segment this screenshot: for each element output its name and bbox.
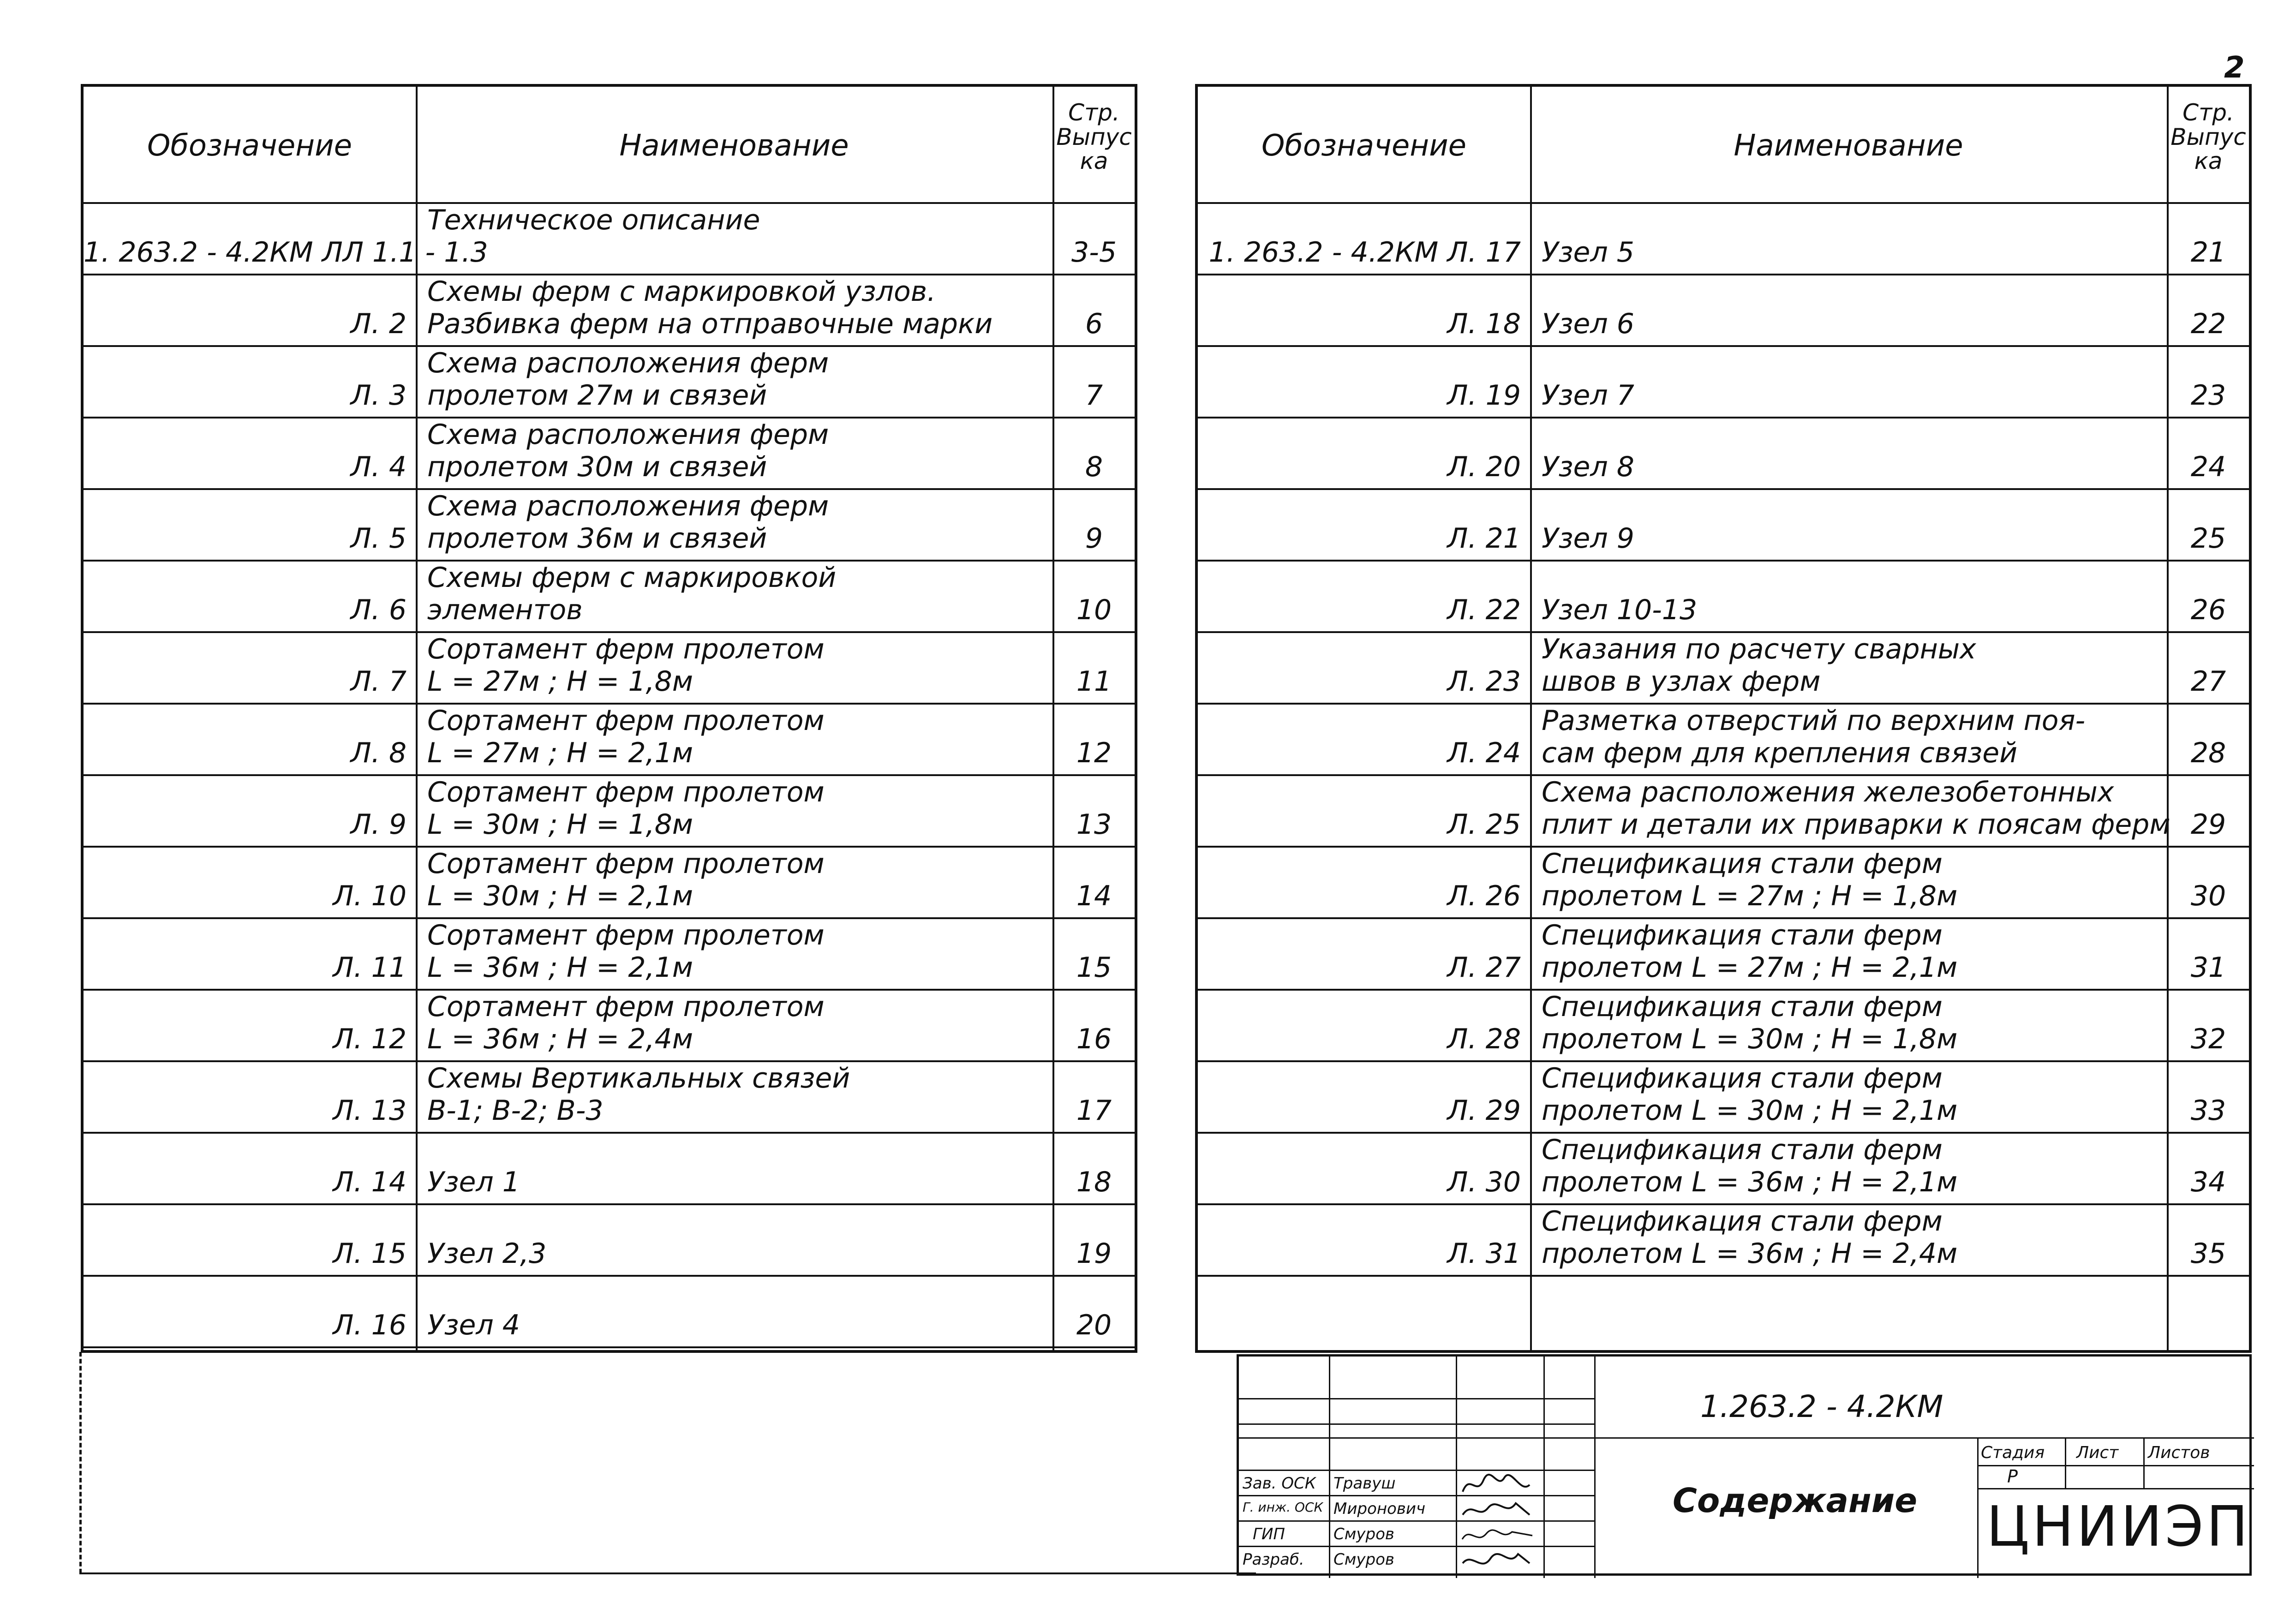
row-page: 32 <box>2190 1023 2226 1055</box>
document-code: 1.263.2 - 4.2КМ <box>1700 1389 1943 1424</box>
row-page: 21 <box>2190 236 2226 269</box>
row-name-line2: сам ферм для крепления связей <box>1542 737 2018 769</box>
row-name-line1: Техническое описание <box>427 204 760 236</box>
row-name-line2: пролетом L = 27м ; H = 1,8м <box>1542 880 1958 912</box>
row-designation: 1. 263.2 - 4.2КМ ЛЛ 1.1 - 1.3 <box>84 236 488 269</box>
row-name-line1: Схемы Вертикальных связей <box>427 1062 850 1094</box>
row-designation: Л. 5 <box>350 522 407 555</box>
row-name-line2: швов в узлах ферм <box>1542 665 1821 698</box>
row-name-line1: Сортамент ферм пролетом <box>427 848 825 880</box>
staff-role-2: Г. инж. ОСК <box>1243 1500 1323 1515</box>
row-page: 26 <box>2190 594 2226 626</box>
row-name-line2: Узел 4 <box>427 1309 520 1341</box>
row-designation: Л. 20 <box>1447 451 1521 483</box>
row-name-line2: L = 30м ; H = 1,8м <box>427 808 694 841</box>
staff-role-1: Зав. ОСК <box>1243 1474 1316 1493</box>
row-name-line1: Схема расположения железобетонных <box>1542 776 2114 808</box>
row-name-line2: L = 36м ; H = 2,4м <box>427 1023 694 1055</box>
sheets-label: Листов <box>2148 1443 2210 1462</box>
row-designation: Л. 9 <box>350 808 407 841</box>
row-name-line2: Узел 10-13 <box>1542 594 1698 626</box>
row-name-line2: элементов <box>427 594 583 626</box>
row-separator <box>1198 488 2249 490</box>
row-page: 29 <box>2190 808 2226 841</box>
document-title: Содержание <box>1673 1481 1918 1520</box>
row-designation: Л. 8 <box>350 737 407 769</box>
header-page-line1: Стр. <box>2182 99 2234 126</box>
row-name-line1: Спецификация стали ферм <box>1542 1134 1943 1166</box>
row-page: 30 <box>2190 880 2226 912</box>
row-name-line1: Спецификация стали ферм <box>1542 848 1943 880</box>
row-separator <box>84 1203 1135 1205</box>
row-name-line1: Разметка отверстий по верхним поя- <box>1542 705 2086 737</box>
row-name-line2: пролетом 27м и связей <box>427 379 767 412</box>
row-page: 11 <box>1076 665 1112 698</box>
row-page: 20 <box>1076 1309 1112 1341</box>
stage-label: Стадия <box>1981 1443 2045 1462</box>
row-designation: Л. 29 <box>1447 1094 1521 1127</box>
row-page: 18 <box>1076 1166 1112 1198</box>
row-name-line2: пролетом L = 27м ; H = 2,1м <box>1542 951 1958 984</box>
row-page: 31 <box>2190 951 2226 984</box>
organization-name: ЦНИИЭП <box>1986 1495 2251 1559</box>
row-name-line1: Спецификация стали ферм <box>1542 991 1943 1023</box>
header-page-line3: ка <box>2194 148 2223 174</box>
row-name-line1: Спецификация стали ферм <box>1542 919 1943 951</box>
row-designation: Л. 13 <box>333 1094 407 1127</box>
row-page: 8 <box>1085 451 1103 483</box>
row-designation: Л. 27 <box>1447 951 1521 984</box>
stage-value: Р <box>2007 1466 2018 1487</box>
row-name-line2: плит и детали их приварки к поясам ферм <box>1542 808 2170 841</box>
row-page: 35 <box>2190 1237 2226 1270</box>
row-name-line2: пролетом L = 30м ; H = 1,8м <box>1542 1023 1958 1055</box>
row-name-line2: L = 30м ; H = 2,1м <box>427 880 694 912</box>
bottom-frame-line <box>79 1572 1256 1574</box>
row-name-line2: Узел 2,3 <box>427 1237 547 1270</box>
header-page-line2: Выпус <box>1056 123 1132 150</box>
staff-role-3: ГИП <box>1253 1525 1285 1543</box>
row-separator <box>1198 274 2249 275</box>
row-separator <box>84 1275 1135 1277</box>
row-separator <box>84 1346 1135 1348</box>
header-page <box>2167 101 2250 173</box>
row-designation: Л. 2 <box>350 308 407 340</box>
row-designation: Л. 6 <box>350 594 407 626</box>
row-name-line2: пролетом 36м и связей <box>427 522 767 555</box>
row-page: 16 <box>1076 1023 1112 1055</box>
title-block <box>1237 1354 2252 1576</box>
signature-4 <box>1460 1547 1534 1575</box>
row-page: 24 <box>2190 451 2226 483</box>
row-name-line2: пролетом L = 30м ; H = 2,1м <box>1542 1094 1958 1127</box>
row-page: 33 <box>2190 1094 2226 1127</box>
row-designation: Л. 23 <box>1447 665 1521 698</box>
row-name-line2: пролетом 30м и связей <box>427 451 767 483</box>
row-name-line1: Спецификация стали ферм <box>1542 1205 1943 1237</box>
row-name-line2: Узел 7 <box>1542 379 1634 412</box>
staff-name-3: Смуров <box>1333 1525 1394 1543</box>
row-name-line1: Указания по расчету сварных <box>1542 633 1976 665</box>
row-page: 23 <box>2190 379 2226 412</box>
row-designation: Л. 12 <box>333 1023 407 1055</box>
row-page: 15 <box>1076 951 1112 984</box>
row-name-line2: Разбивка ферм на отправочные марки <box>427 308 993 340</box>
sheet-label: Лист <box>2076 1443 2119 1462</box>
row-name-line1: Сортамент ферм пролетом <box>427 633 825 665</box>
row-name-line1: Спецификация стали ферм <box>1542 1062 1943 1094</box>
row-name-line1: Сортамент ферм пролетом <box>427 919 825 951</box>
row-name-line1: Сортамент ферм пролетом <box>427 991 825 1023</box>
row-designation: Л. 4 <box>350 451 407 483</box>
row-name-line1: Схема расположения ферм <box>427 490 829 522</box>
row-name-line2: Узел 9 <box>1542 522 1634 555</box>
row-designation: Л. 14 <box>333 1166 407 1198</box>
left-frame-line <box>79 1352 82 1573</box>
staff-name-2: Миронович <box>1333 1500 1426 1518</box>
row-page: 6 <box>1085 308 1103 340</box>
row-separator <box>1198 417 2249 418</box>
signature-2 <box>1460 1496 1534 1524</box>
row-page: 25 <box>2190 522 2226 555</box>
contents-table-left <box>81 84 1137 1353</box>
row-designation: Л. 16 <box>333 1309 407 1341</box>
row-designation: Л. 11 <box>333 951 407 984</box>
row-designation: Л. 19 <box>1447 379 1521 412</box>
row-designation: Л. 3 <box>350 379 407 412</box>
row-page: 19 <box>1076 1237 1112 1270</box>
row-name-line2: L = 27м ; H = 2,1м <box>427 737 694 769</box>
row-page: 27 <box>2190 665 2226 698</box>
row-designation: Л. 24 <box>1447 737 1521 769</box>
row-page: 7 <box>1085 379 1103 412</box>
row-name-line2: Узел 8 <box>1542 451 1634 483</box>
row-page: 12 <box>1076 737 1112 769</box>
row-page: 22 <box>2190 308 2226 340</box>
row-name-line1: Схемы ферм с маркировкой <box>427 562 837 594</box>
staff-role-4: Разраб. <box>1243 1550 1304 1569</box>
row-page: 14 <box>1076 880 1112 912</box>
staff-name-1: Травуш <box>1333 1474 1396 1493</box>
row-designation: Л. 30 <box>1447 1166 1521 1198</box>
page-number: 2 <box>2224 51 2245 85</box>
row-separator <box>1198 560 2249 562</box>
header-name: Наименование <box>619 129 849 163</box>
row-name-line2: Узел 5 <box>1542 236 1634 269</box>
row-page: 10 <box>1076 594 1112 626</box>
row-separator <box>1198 1275 2249 1277</box>
row-designation: Л. 31 <box>1447 1237 1521 1270</box>
contents-table-right <box>1195 84 2252 1353</box>
row-page: 9 <box>1085 522 1103 555</box>
row-page: 13 <box>1076 808 1112 841</box>
signature-3 <box>1460 1522 1534 1549</box>
header-page-line3: ка <box>1080 148 1108 174</box>
row-designation: Л. 7 <box>350 665 407 698</box>
row-designation: Л. 26 <box>1447 880 1521 912</box>
staff-name-4: Смуров <box>1333 1550 1394 1569</box>
header-page <box>1052 101 1136 173</box>
row-designation: Л. 28 <box>1447 1023 1521 1055</box>
row-name-line2: В-1; В-2; В-3 <box>427 1094 604 1127</box>
row-page: 3-5 <box>1071 236 1117 269</box>
row-designation: Л. 25 <box>1447 808 1521 841</box>
row-name-line1: Сортамент ферм пролетом <box>427 705 825 737</box>
row-designation: Л. 10 <box>333 880 407 912</box>
row-name-line2: L = 27м ; H = 1,8м <box>427 665 694 698</box>
row-name-line1: Схема расположения ферм <box>427 418 829 451</box>
row-designation: Л. 18 <box>1447 308 1521 340</box>
row-name-line1: Сортамент ферм пролетом <box>427 776 825 808</box>
row-name-line2: L = 36м ; H = 2,1м <box>427 951 694 984</box>
row-name-line1: Схемы ферм с маркировкой узлов. <box>427 275 936 308</box>
row-separator <box>84 1132 1135 1134</box>
signature-1 <box>1460 1471 1534 1499</box>
row-name-line2: Узел 1 <box>427 1166 520 1198</box>
header-page-line1: Стр. <box>1068 99 1120 126</box>
header-page-line2: Выпус <box>2170 123 2246 150</box>
row-name-line2: пролетом L = 36м ; H = 2,4м <box>1542 1237 1958 1270</box>
row-name-line1: Схема расположения ферм <box>427 347 829 379</box>
row-name-line2: пролетом L = 36м ; H = 2,1м <box>1542 1166 1958 1198</box>
header-designation: Обозначение <box>147 129 353 163</box>
row-page: 17 <box>1076 1094 1112 1127</box>
row-page: 34 <box>2190 1166 2226 1198</box>
row-name-line2: Узел 6 <box>1542 308 1634 340</box>
row-designation: Л. 15 <box>333 1237 407 1270</box>
row-designation: Л. 21 <box>1447 522 1521 555</box>
row-separator <box>1198 345 2249 347</box>
header-designation: Обозначение <box>1261 129 1467 163</box>
row-designation: Л. 22 <box>1447 594 1521 626</box>
header-name: Наименование <box>1734 129 1963 163</box>
row-designation: 1. 263.2 - 4.2КМ Л. 17 <box>1208 236 1521 269</box>
row-page: 28 <box>2190 737 2226 769</box>
